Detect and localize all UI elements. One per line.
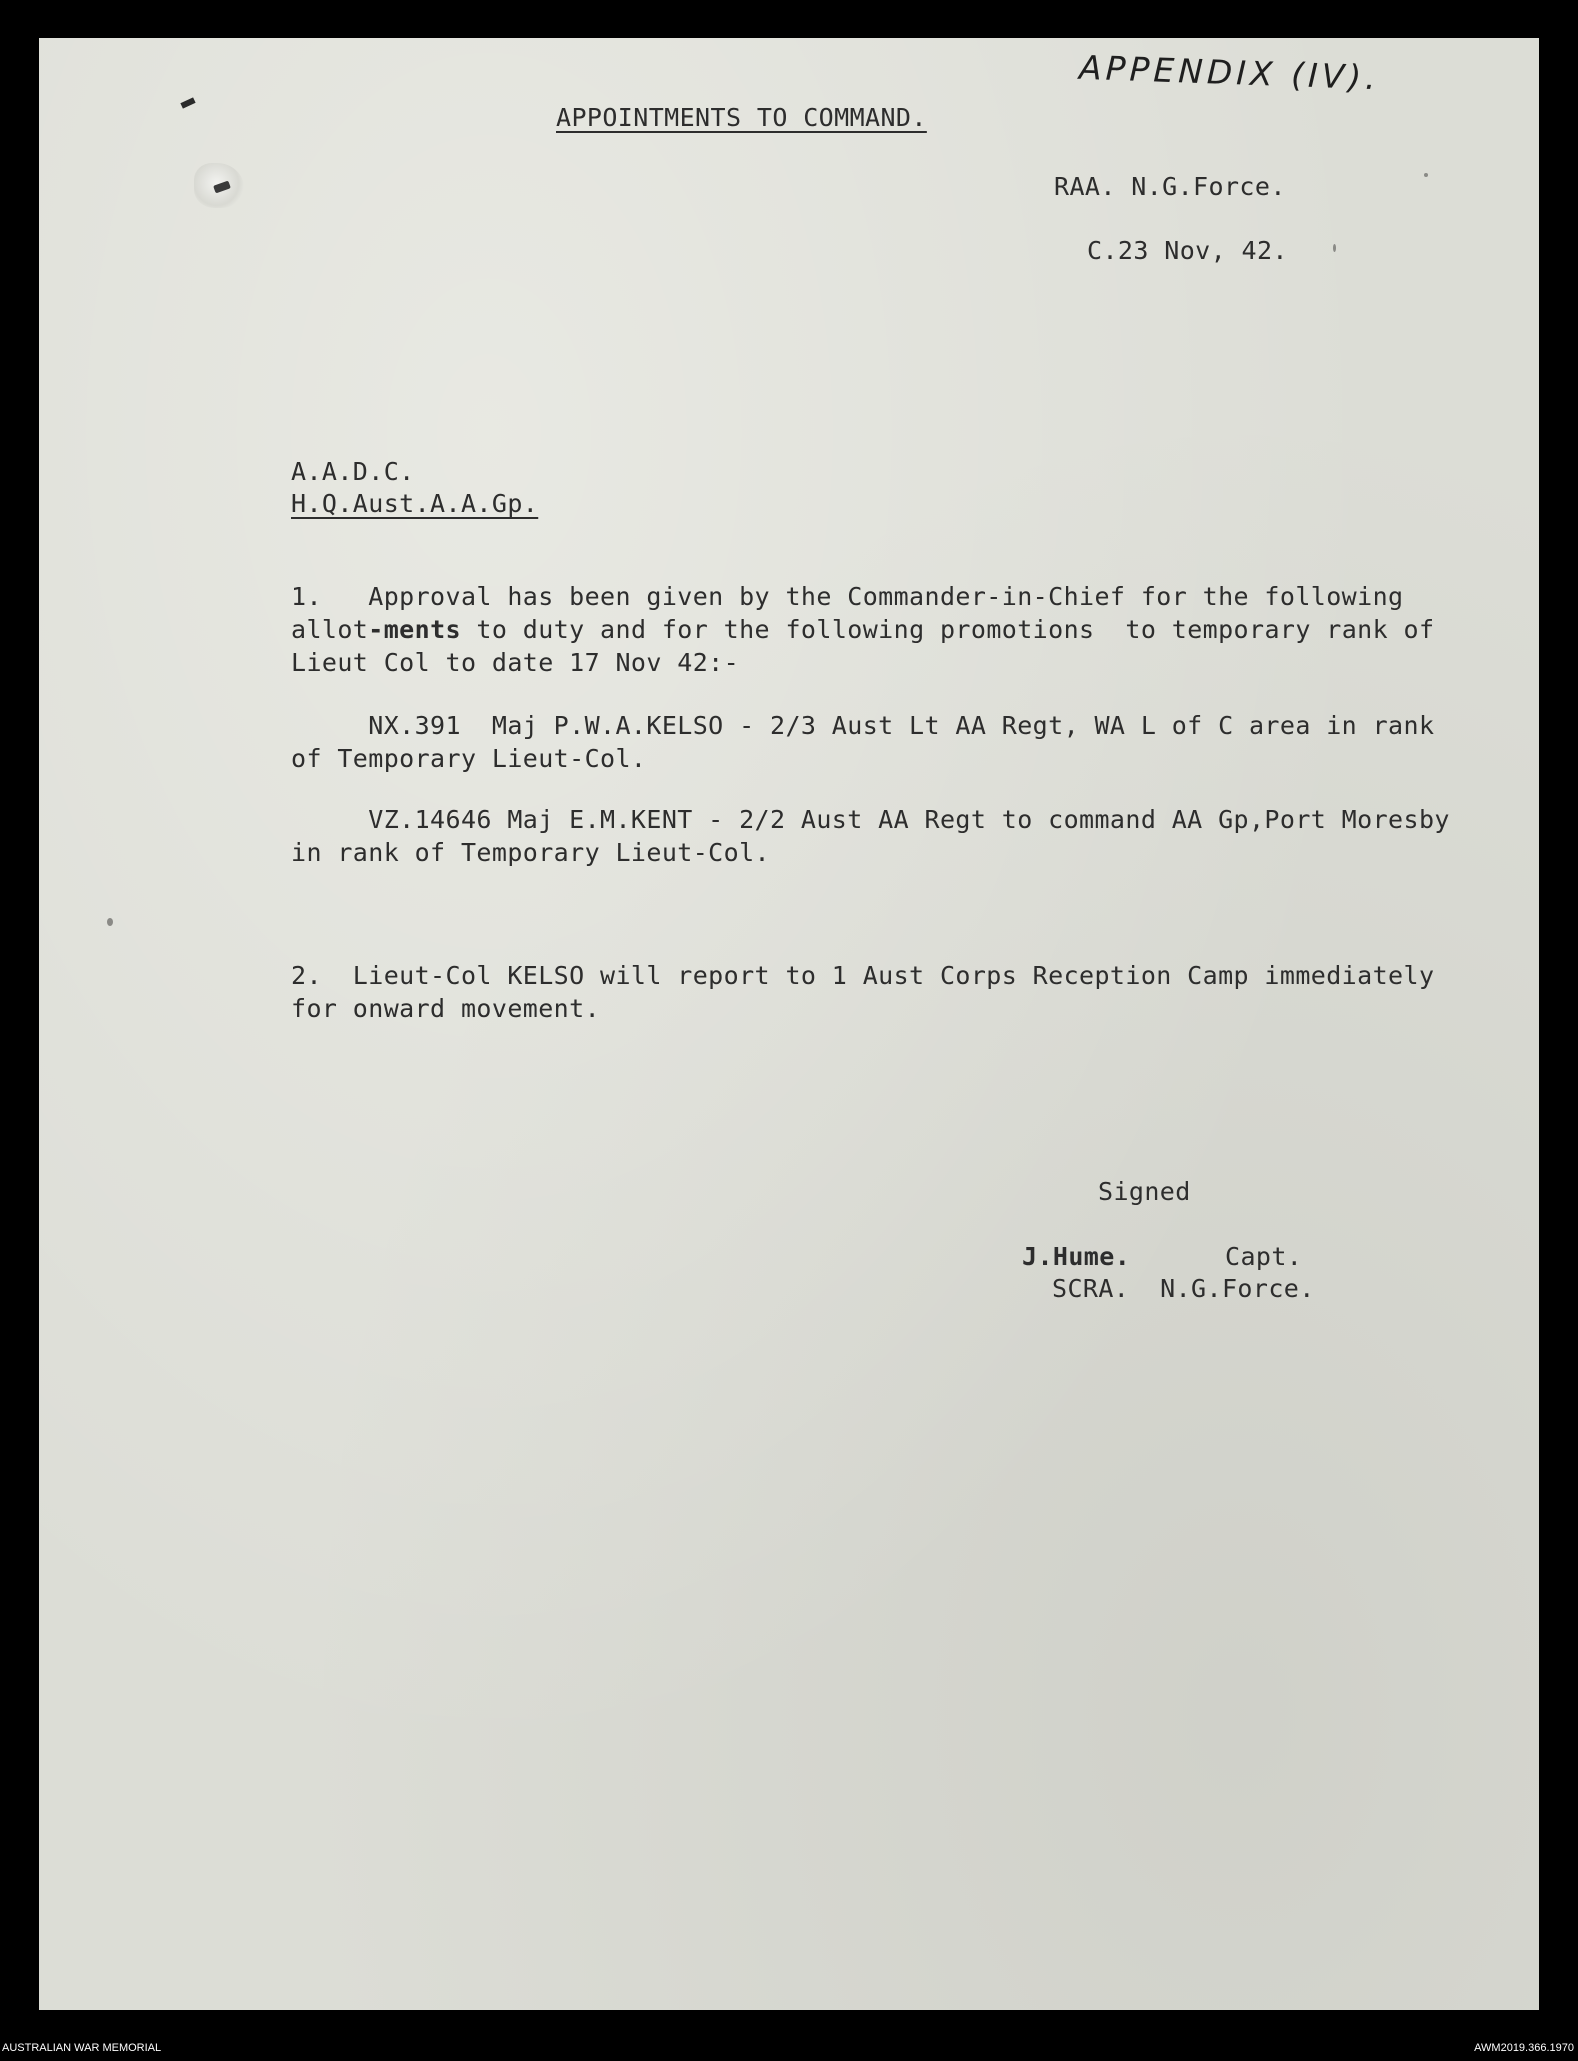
paper-speck (107, 918, 113, 926)
addressee-line-2: H.Q.Aust.A.A.Gp. (291, 489, 539, 518)
paragraph-2-line-1: 2. Lieut-Col KELSO will report to 1 Aust Corps Reception Camp immediately (291, 961, 1435, 990)
signatory-position: SCRA. N.G.Force. (1052, 1274, 1315, 1303)
document-date: C.23 Nov, 42. (1087, 236, 1288, 265)
appointment-2-line-1: VZ.14646 Maj E.M.KENT - 2/2 Aust AA Regt to command AA Gp,Port Moresby (291, 805, 1450, 834)
handwritten-appendix-note: APPENDIX (IV). (1078, 47, 1381, 98)
footer-accession-number: AWM2019.366.1970 (1474, 2042, 1574, 2054)
appointment-2-line-2: in rank of Temporary Lieut-Col. (291, 838, 770, 867)
staple-hole-mark (194, 163, 244, 208)
document-page (39, 38, 1539, 2010)
paragraph-2-line-2: for onward movement. (291, 994, 601, 1023)
paper-speck (1333, 244, 1336, 252)
signatory-name: J.Hume. (1022, 1242, 1131, 1271)
paragraph-1-line-2 (291, 614, 1434, 646)
sender-unit: RAA. N.G.Force. (1054, 172, 1286, 201)
footer-institution: AUSTRALIAN WAR MEMORIAL (2, 2042, 162, 2054)
paragraph-1-line-1: 1. Approval has been given by the Commander-in-Chief for the following (291, 582, 1404, 611)
paper-speck (1424, 173, 1428, 177)
paragraph-1-line-2-pre: allot (291, 615, 369, 644)
paragraph-1-line-2-bold: -ments (368, 615, 461, 644)
appointment-1-line-2: of Temporary Lieut-Col. (291, 744, 647, 773)
signed-label: Signed (1098, 1177, 1191, 1206)
addressee-line-1: A.A.D.C. (291, 457, 415, 486)
appointment-1-line-1: NX.391 Maj P.W.A.KELSO - 2/3 Aust Lt AA Regt, WA L of C area in rank (291, 711, 1435, 740)
signatory-rank: Capt. (1225, 1242, 1303, 1271)
paragraph-1-line-2-post: to duty and for the following promotions to temporary rank of (460, 615, 1435, 644)
document-heading: APPOINTMENTS TO COMMAND. (556, 103, 927, 132)
paper-nick-mark (180, 97, 195, 108)
paragraph-1-line-3: Lieut Col to date 17 Nov 42:- (291, 648, 740, 677)
